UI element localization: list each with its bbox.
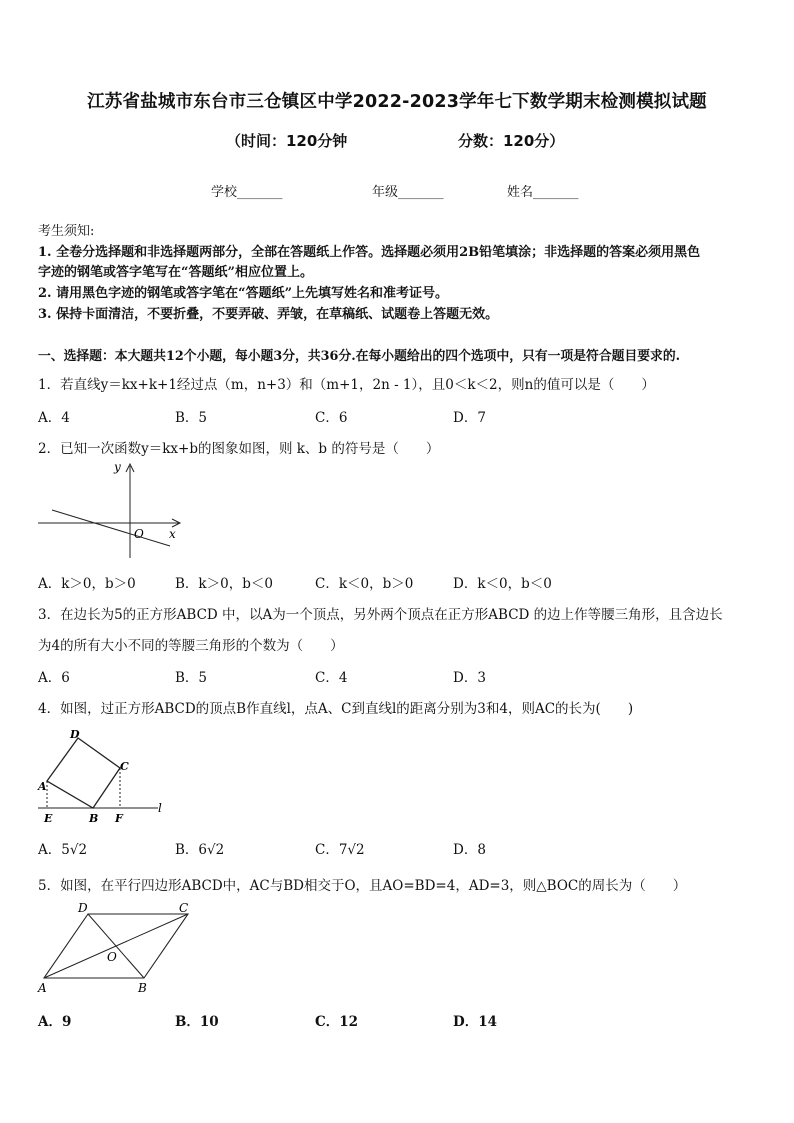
q5-label-c: C (179, 901, 189, 915)
q2-label-o: O (134, 527, 144, 541)
school-field: 学校_______ (211, 185, 283, 200)
question-5-text: 5．如图，在平行四边形ABCD中，AC与BD相交于O，且AO=BD=4，AD=3，则△BOC的周长为（ ） (38, 878, 687, 894)
question-3-line-1: 3．在边长为5的正方形ABCD 中，以A为一个顶点，另外两个顶点在正方形ABCD 的边上作等腰三角形，且含边长 (38, 607, 723, 623)
note-line-1: 1. 全卷分选择题和非选择题两部分，全部在答题纸上作答。选择题必须用2B铅笔填涂；非选择题的答案必须用黑色 (38, 245, 701, 260)
question-3-line-2: 为4的所有大小不同的等腰三角形的个数为（ ） (38, 638, 344, 654)
q2-option-a: A．k＞0，b＞0 (38, 576, 136, 592)
q5-label-b: B (138, 981, 147, 995)
q4-square-figure (34, 726, 174, 824)
q5-option-a: A．9 (38, 1014, 72, 1030)
question-2-text: 2．已知一次函数y＝kx+b的图象如图，则 k、b 的符号是（ ） (38, 441, 440, 457)
q3-option-a: A．6 (38, 670, 70, 686)
question-4-text: 4．如图，过正方形ABCD的顶点B作直线l，点A、C到直线l的距离分别为3和4，则AC的长为( ) (38, 701, 634, 717)
q2-label-y: y (114, 460, 121, 474)
q4-label-f: F (115, 812, 123, 824)
q5-label-d: D (78, 901, 88, 915)
q4-label-e: E (44, 812, 53, 824)
q4-option-c: C．7√2 (315, 842, 365, 858)
section-heading: 一、选择题：本大题共12个小题，每小题3分，共36分.在每小题给出的四个选项中，只有一项是符合题目要求的. (38, 349, 681, 364)
q1-option-a: A．4 (38, 410, 70, 426)
notes-heading: 考生须知: (38, 224, 95, 239)
q1-option-c: C．6 (315, 410, 348, 426)
q5-option-c: C．12 (315, 1014, 359, 1030)
q2-option-b: B．k＞0，b＜0 (175, 576, 273, 592)
q5-label-o: O (107, 950, 117, 964)
q4-square (47, 738, 120, 808)
exam-title: 江苏省盐城市东台市三仓镇区中学2022-2023学年七下数学期末检测模拟试题 (87, 92, 707, 112)
q4-option-a: A．5√2 (38, 842, 88, 858)
q2-option-c: C．k＜0，b＞0 (315, 576, 414, 592)
q4-label-d: D (70, 728, 80, 741)
exam-score: 分数：120分） (458, 132, 565, 150)
q1-option-d: D．7 (453, 410, 486, 426)
q2-graph-figure (34, 458, 190, 562)
q2-function-line (52, 510, 170, 546)
note-line-4: 3. 保持卡面清洁，不要折叠，不要弄破、弄皱，在草稿纸、试题卷上答题无效。 (38, 307, 499, 322)
exam-time: （时间：120分钟 (226, 132, 348, 150)
note-line-2: 字迹的钢笔或答字笔写在“答题纸”相应位置上。 (38, 265, 313, 280)
q4-label-a: A (38, 780, 47, 793)
name-field: 姓名_______ (507, 185, 579, 200)
q3-option-b: B．5 (175, 670, 208, 686)
q4-option-d: D．8 (453, 842, 486, 858)
q3-option-d: D．3 (453, 670, 486, 686)
q3-option-c: C．4 (315, 670, 348, 686)
q4-label-l: l (158, 801, 162, 815)
q5-option-b: B．10 (175, 1014, 219, 1030)
q5-option-d: D．14 (453, 1014, 497, 1030)
q1-option-b: B．5 (175, 410, 208, 426)
q4-label-b: B (89, 812, 99, 824)
q5-diagonal-bd (88, 914, 144, 978)
q2-label-x: x (169, 527, 176, 541)
q5-parallelogram-figure (34, 898, 194, 996)
q4-option-b: B．6√2 (175, 842, 225, 858)
question-1-text: 1．若直线y＝kx+k+1经过点（m，n+3）和（m+1，2n - 1），且0＜k＜2，则n的值可以是（ ） (38, 377, 655, 393)
q2-option-d: D．k＜0，b＜0 (453, 576, 552, 592)
grade-field: 年级_______ (372, 185, 444, 200)
note-line-3: 2. 请用黑色字迹的钢笔或答字笔在“答题纸”上先填写姓名和准考证号。 (38, 286, 449, 301)
q5-label-a: A (38, 981, 47, 995)
q4-label-c: C (120, 760, 129, 773)
